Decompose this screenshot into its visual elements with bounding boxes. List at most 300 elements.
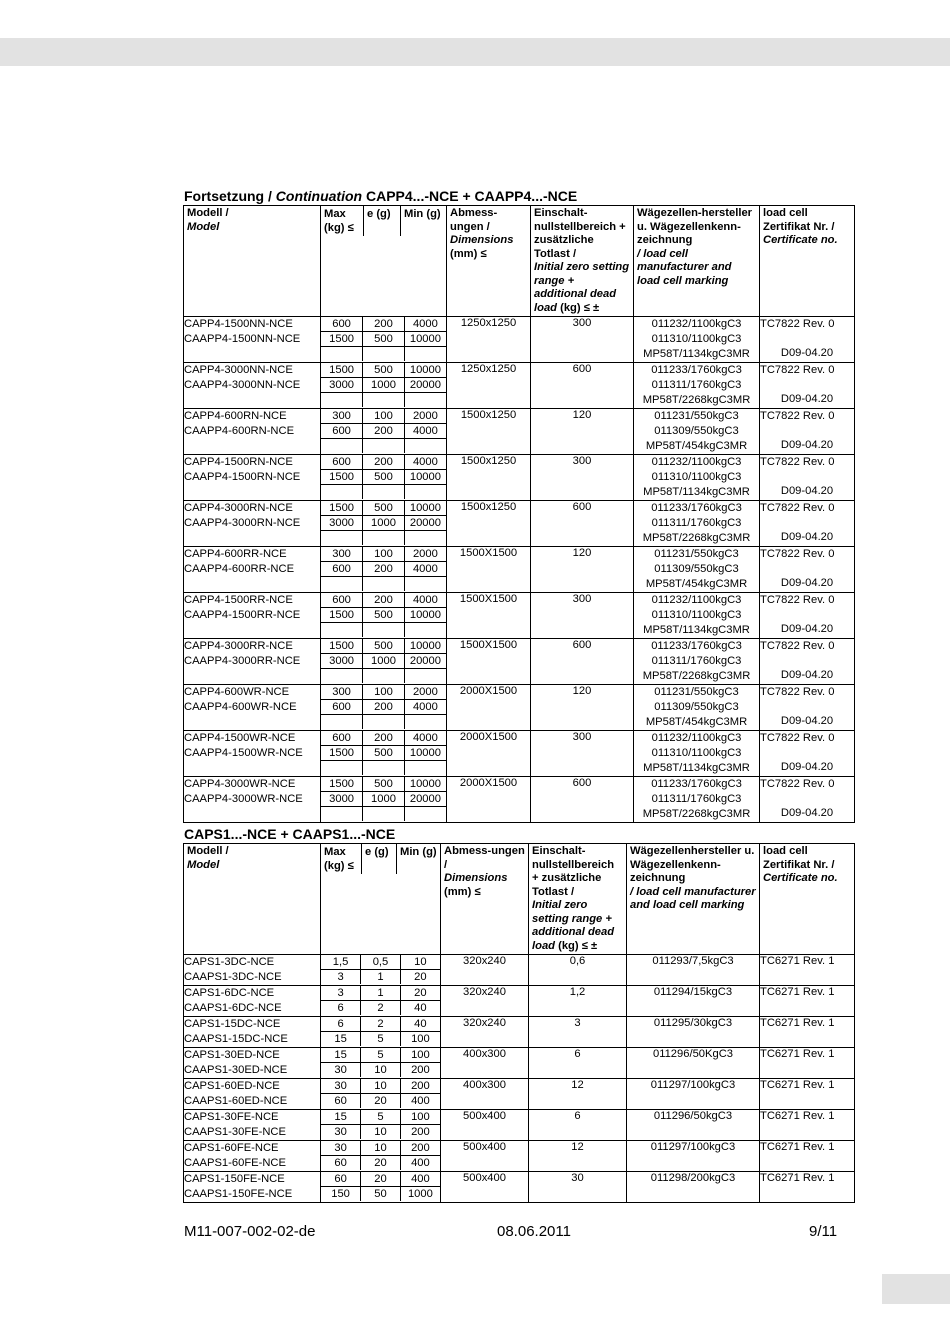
value-max: 600 <box>321 455 363 470</box>
load-cell-marking: 011309/550kgC3 <box>654 425 739 437</box>
value-max: 60 <box>321 1156 361 1171</box>
value-min: 100 <box>400 1048 440 1063</box>
load-cell-cell <box>634 501 760 547</box>
value-e: 20 <box>361 1172 401 1187</box>
value-max: 1500 <box>321 639 363 654</box>
value-e: 1 <box>361 970 401 985</box>
model-name: CAPS1-6DC-NCE <box>184 987 275 999</box>
table-row <box>184 409 855 455</box>
dimensions-cell: 1500X1500 <box>447 639 531 685</box>
value-e: 500 <box>363 363 405 378</box>
quantity-cell <box>321 731 447 777</box>
certificate-cell <box>760 639 855 685</box>
value-min: 10000 <box>404 501 446 516</box>
dimensions-cell: 1250x1250 <box>447 363 531 409</box>
header-min: Min (g) <box>400 846 437 858</box>
model-name-alt: CAAPS1-60ED-NCE <box>184 1095 288 1107</box>
load-cell-marking: 011232/1100kgC3 <box>651 456 742 468</box>
value-min: 4000 <box>404 593 446 608</box>
value-min <box>404 715 446 730</box>
value-min: 40 <box>400 1017 440 1032</box>
model-name: CAPS1-30ED-NCE <box>184 1049 280 1061</box>
load-cell-cell: 011297/100kgC3 <box>627 1141 760 1172</box>
zero-range-cell: 0,6 <box>529 955 627 986</box>
model-name: CAPP4-600RR-NCE <box>184 548 287 560</box>
value-max: 60 <box>321 1172 361 1187</box>
zero-range-cell: 300 <box>531 317 634 363</box>
certificate-number: TC7822 Rev. 0 <box>760 548 835 560</box>
value-min: 20000 <box>404 654 446 669</box>
value-e <box>363 623 405 638</box>
model-cell <box>184 501 321 547</box>
table-row <box>184 1141 855 1172</box>
quantity-cell <box>321 547 447 593</box>
header-e: e (g) <box>364 206 401 236</box>
value-e <box>363 577 405 592</box>
header-model: Modell / Model <box>184 206 321 317</box>
header-zero-range: Einschalt-nullstellbereich + zusätzliche Totlast / Initial zero setting range + additional dead load (kg) ≤ ± <box>531 206 634 317</box>
value-min: 400 <box>411 1157 430 1169</box>
zero-range-cell: 6 <box>529 1110 627 1141</box>
table-row <box>184 731 855 777</box>
model-name: CAPP4-1500WR-NCE <box>184 732 296 744</box>
load-cell-cell <box>634 777 760 823</box>
load-cell-cell <box>634 409 760 455</box>
load-cell-cell <box>634 639 760 685</box>
value-max: 1500 <box>321 608 363 623</box>
value-max: 600 <box>321 593 363 608</box>
model-cell <box>184 1017 321 1048</box>
value-max <box>321 439 363 454</box>
value-e: 2 <box>361 1001 401 1016</box>
value-max <box>321 347 363 362</box>
dimensions-cell: 1500X1500 <box>447 593 531 639</box>
header-load-cell: Wägezellen-hersteller u. Wägezellenkenn-zeichnung / load cell manufacturer and load cell marking <box>634 206 760 317</box>
value-min <box>404 807 446 822</box>
value-min: 20000 <box>404 516 446 531</box>
header-certificate: load cell Zertifikat Nr. / Certificate no. <box>760 844 855 955</box>
quantity-cell <box>321 986 441 1017</box>
value-max <box>321 715 363 730</box>
value-e: 20 <box>361 1094 401 1109</box>
value-e: 1 <box>361 986 401 1001</box>
value-max: 600 <box>321 562 363 577</box>
certificate-cell: TC6271 Rev. 1 <box>760 1017 855 1048</box>
value-e <box>363 485 405 500</box>
value-max: 30 <box>321 1125 361 1140</box>
zero-range-cell: 600 <box>531 501 634 547</box>
dimensions-cell: 2000X1500 <box>447 685 531 731</box>
quantity-cell <box>321 501 447 547</box>
dimensions-cell: 500x400 <box>441 1110 529 1141</box>
load-cell-cell: 011294/15kgC3 <box>627 986 760 1017</box>
table-row <box>184 639 855 685</box>
value-max: 1500 <box>321 363 363 378</box>
value-max: 3 <box>321 986 361 1001</box>
table-row <box>184 986 855 1017</box>
certificate-cell <box>760 731 855 777</box>
model-name-alt: CAAPS1-6DC-NCE <box>184 1002 282 1014</box>
certificate-cell <box>760 685 855 731</box>
header-dimensions: Abmess-ungen / Dimensions (mm) ≤ <box>447 206 531 317</box>
value-e: 5 <box>361 1032 401 1047</box>
model-name: CAPS1-3DC-NCE <box>184 956 275 968</box>
model-name-alt: CAAPS1-60FE-NCE <box>184 1157 286 1169</box>
zero-range-cell: 600 <box>531 639 634 685</box>
value-max: 1500 <box>321 501 363 516</box>
value-min: 200 <box>400 1141 440 1156</box>
value-min <box>404 531 446 546</box>
model-name: CAPP4-600RN-NCE <box>184 410 287 422</box>
dimensions-cell: 1500x1250 <box>447 409 531 455</box>
dimensions-cell: 500x400 <box>441 1172 529 1203</box>
section1-title: Fortsetzung / Continuation CAPP4...-NCE + CAAPP4...-NCE <box>184 188 578 204</box>
value-max: 300 <box>321 409 363 424</box>
certificate-cell <box>760 547 855 593</box>
model-cell <box>184 1110 321 1141</box>
value-e: 200 <box>363 700 405 715</box>
value-max: 1500 <box>321 332 363 347</box>
model-name-alt: CAAPS1-30FE-NCE <box>184 1126 286 1138</box>
load-cell-cell <box>634 317 760 363</box>
zero-range-cell: 30 <box>529 1172 627 1203</box>
table-row <box>184 1017 855 1048</box>
model-name: CAPS1-15DC-NCE <box>184 1018 281 1030</box>
header-load-cell: Wägezellenhersteller u. Wägezellenkenn-zeichnung / load cell manufacturer and load cell marking <box>627 844 760 955</box>
value-e: 20 <box>361 1156 401 1171</box>
zero-range-cell: 1,2 <box>529 986 627 1017</box>
quantity-cell <box>321 455 447 501</box>
section2-title: CAPS1...-NCE + CAAPS1...-NCE <box>184 826 396 842</box>
load-cell-marking: MP58T/1134kgC3MR <box>643 486 750 498</box>
model-cell <box>184 547 321 593</box>
model-name-alt: CAAPS1-3DC-NCE <box>184 971 282 983</box>
load-cell-cell: 011296/50KgC3 <box>627 1048 760 1079</box>
certificate-revision: D09-04.20 <box>780 393 834 405</box>
load-cell-marking: 011310/1100kgC3 <box>651 333 742 345</box>
value-min: 4000 <box>404 317 446 332</box>
zero-range-cell: 300 <box>531 455 634 501</box>
model-name: CAPS1-150FE-NCE <box>184 1173 285 1185</box>
document-date: 08.06.2011 <box>497 1223 571 1240</box>
value-min: 10000 <box>404 470 446 485</box>
zero-range-cell: 6 <box>529 1048 627 1079</box>
quantity-cell <box>321 593 447 639</box>
load-cell-marking: MP58T/2268kgC3MR <box>642 532 751 544</box>
load-cell-marking: 011233/1760kgC3 <box>651 364 742 376</box>
value-min: 10000 <box>404 777 446 792</box>
header-e: e (g) <box>362 844 397 874</box>
value-e: 50 <box>361 1187 401 1202</box>
certificate-number: TC7822 Rev. 0 <box>760 594 835 606</box>
load-cell-marking: 011311/1760kgC3 <box>651 793 742 805</box>
dimensions-cell: 500x400 <box>441 1141 529 1172</box>
table-row <box>184 363 855 409</box>
header-bar <box>0 38 950 66</box>
model-cell <box>184 363 321 409</box>
zero-range-cell: 12 <box>529 1079 627 1110</box>
value-e: 10 <box>361 1079 401 1094</box>
quantity-cell <box>321 685 447 731</box>
zero-range-cell: 120 <box>531 685 634 731</box>
load-cell-marking: MP58T/454kgC3MR <box>645 716 748 728</box>
dimensions-cell: 2000X1500 <box>447 777 531 823</box>
value-e <box>363 669 405 684</box>
certificate-revision: D09-04.20 <box>780 807 834 819</box>
certificate-revision: D09-04.20 <box>780 531 834 543</box>
dimensions-cell: 1500x1250 <box>447 455 531 501</box>
model-name-alt: CAAPP4-1500WR-NCE <box>184 747 303 759</box>
value-min: 4000 <box>404 455 446 470</box>
quantity-cell <box>321 777 447 823</box>
header-max: Max (kg) ≤ <box>321 206 364 236</box>
model-name: CAPP4-600WR-NCE <box>184 686 290 698</box>
value-e: 1000 <box>363 654 405 669</box>
value-min: 4000 <box>404 562 446 577</box>
dimensions-cell: 1250x1250 <box>447 317 531 363</box>
table-row <box>184 1079 855 1110</box>
value-e <box>363 439 405 454</box>
value-e: 200 <box>363 424 405 439</box>
value-e: 500 <box>363 639 405 654</box>
zero-range-cell: 600 <box>531 777 634 823</box>
value-min: 2000 <box>404 409 446 424</box>
value-max: 600 <box>321 317 363 332</box>
value-e: 1000 <box>363 516 405 531</box>
load-cell-marking: 011232/1100kgC3 <box>651 318 742 330</box>
value-min <box>404 439 446 454</box>
value-e: 10 <box>361 1141 401 1156</box>
value-min: 10000 <box>404 363 446 378</box>
model-name: CAPS1-60FE-NCE <box>184 1142 279 1154</box>
value-e <box>363 347 405 362</box>
model-name-alt: CAAPS1-30ED-NCE <box>184 1064 288 1076</box>
load-cell-marking: 011311/1760kgC3 <box>651 517 742 529</box>
value-max: 1,5 <box>321 955 361 970</box>
value-min: 2000 <box>404 547 446 562</box>
value-e: 5 <box>361 1048 401 1063</box>
value-min: 10000 <box>404 608 446 623</box>
table-row <box>184 685 855 731</box>
value-min: 4000 <box>404 424 446 439</box>
model-name-alt: CAAPP4-600RN-NCE <box>184 425 295 437</box>
document-id: M11-007-002-02-de <box>184 1223 316 1240</box>
certificate-cell <box>760 777 855 823</box>
load-cell-marking: 011310/1100kgC3 <box>651 471 742 483</box>
value-max <box>321 485 363 500</box>
value-max: 600 <box>321 424 363 439</box>
quantity-cell <box>321 317 447 363</box>
model-cell <box>184 317 321 363</box>
value-e <box>363 807 405 822</box>
value-min: 10000 <box>404 746 446 761</box>
model-cell <box>184 685 321 731</box>
value-max: 600 <box>321 700 363 715</box>
certificate-number: TC7822 Rev. 0 <box>760 456 835 468</box>
value-e: 1000 <box>363 378 405 393</box>
load-cell-marking: 011233/1760kgC3 <box>651 778 742 790</box>
value-max: 60 <box>321 1094 361 1109</box>
value-e: 200 <box>363 562 405 577</box>
certificate-revision: D09-04.20 <box>780 439 834 451</box>
zero-range-cell: 600 <box>531 363 634 409</box>
value-max: 30 <box>321 1079 361 1094</box>
quantity-cell <box>321 1110 441 1141</box>
load-cell-marking: MP58T/454kgC3MR <box>645 578 748 590</box>
quantity-cell <box>321 1141 441 1172</box>
value-e: 200 <box>363 731 405 746</box>
value-min: 400 <box>400 1172 440 1187</box>
zero-range-cell: 300 <box>531 731 634 777</box>
model-name: CAPP4-1500RN-NCE <box>184 456 293 468</box>
quantity-cell <box>321 639 447 685</box>
certificate-number: TC7822 Rev. 0 <box>760 318 835 330</box>
value-e: 10 <box>361 1063 401 1078</box>
value-max <box>321 577 363 592</box>
certificate-cell <box>760 317 855 363</box>
model-name: CAPP4-3000RN-NCE <box>184 502 293 514</box>
dimensions-cell: 400x300 <box>441 1079 529 1110</box>
value-e: 500 <box>363 501 405 516</box>
load-cell-marking: 011309/550kgC3 <box>654 701 739 713</box>
table-row <box>184 455 855 501</box>
quantity-cell <box>321 1048 441 1079</box>
value-max: 150 <box>321 1187 361 1202</box>
quantity-cell <box>321 363 447 409</box>
value-min: 2000 <box>404 685 446 700</box>
certificate-cell <box>760 501 855 547</box>
model-cell <box>184 639 321 685</box>
value-min: 40 <box>414 1002 427 1014</box>
value-max <box>321 807 363 822</box>
model-cell <box>184 1079 321 1110</box>
table-row <box>184 317 855 363</box>
page-number: 9/11 <box>809 1223 838 1240</box>
value-min: 20000 <box>404 792 446 807</box>
certificate-cell <box>760 363 855 409</box>
value-e <box>363 761 405 776</box>
load-cell-marking: 011232/1100kgC3 <box>651 594 742 606</box>
dimensions-cell: 1500x1250 <box>447 501 531 547</box>
model-name-alt: CAAPP4-3000RN-NCE <box>184 517 301 529</box>
load-cell-cell <box>634 455 760 501</box>
certificate-cell: TC6271 Rev. 1 <box>760 1141 855 1172</box>
value-e: 10 <box>361 1125 401 1140</box>
value-max: 300 <box>321 547 363 562</box>
load-cell-cell <box>634 731 760 777</box>
load-cell-cell: 011298/200kgC3 <box>627 1172 760 1203</box>
dimensions-cell: 2000X1500 <box>447 731 531 777</box>
value-min: 200 <box>400 1079 440 1094</box>
certificate-cell: TC6271 Rev. 1 <box>760 1172 855 1203</box>
value-max: 3000 <box>321 654 363 669</box>
value-min <box>404 761 446 776</box>
header-certificate: load cell Zertifikat Nr. / Certificate no. <box>760 206 855 317</box>
load-cell-marking: 011231/550kgC3 <box>654 548 739 560</box>
load-cell-marking: 011311/1760kgC3 <box>651 655 742 667</box>
value-e <box>363 715 405 730</box>
certificate-revision: D09-04.20 <box>780 485 834 497</box>
header-max: Max (kg) ≤ <box>321 844 362 874</box>
value-max: 300 <box>321 685 363 700</box>
model-cell <box>184 986 321 1017</box>
table-header <box>184 844 855 955</box>
value-e: 100 <box>363 547 405 562</box>
load-cell-cell: 011296/50kgC3 <box>627 1110 760 1141</box>
value-e: 500 <box>363 332 405 347</box>
certificate-number: TC7822 Rev. 0 <box>760 640 835 652</box>
certificate-revision: D09-04.20 <box>780 577 834 589</box>
load-cell-cell <box>634 547 760 593</box>
model-cell <box>184 593 321 639</box>
value-min: 4000 <box>404 700 446 715</box>
value-e: 500 <box>363 746 405 761</box>
zero-range-cell: 120 <box>531 409 634 455</box>
page-tab <box>882 1274 950 1304</box>
value-e: 1000 <box>363 792 405 807</box>
model-name-alt: CAAPP4-3000NN-NCE <box>184 379 301 391</box>
certificate-cell: TC6271 Rev. 1 <box>760 1048 855 1079</box>
model-cell <box>184 1141 321 1172</box>
value-max: 30 <box>321 1063 361 1078</box>
value-min: 10000 <box>404 332 446 347</box>
header-quantities <box>321 206 447 317</box>
value-min: 4000 <box>404 731 446 746</box>
table-row <box>184 955 855 986</box>
load-cell-cell <box>634 363 760 409</box>
header-dimensions: Abmess-ungen / Dimensions (mm) ≤ <box>441 844 529 955</box>
table-row <box>184 1048 855 1079</box>
value-min: 20000 <box>404 378 446 393</box>
model-name: CAPP4-3000RR-NCE <box>184 640 293 652</box>
value-e: 100 <box>363 409 405 424</box>
model-name-alt: CAAPP4-1500NN-NCE <box>184 333 301 345</box>
header-zero-range: Einschalt-nullstellbereich + zusätzliche Totlast / Initial zero setting range + additional dead load (kg) ≤ ± <box>529 844 627 955</box>
table-row <box>184 1110 855 1141</box>
load-cell-marking: 011309/550kgC3 <box>654 563 739 575</box>
load-cell-marking: 011231/550kgC3 <box>654 410 739 422</box>
certificate-cell: TC6271 Rev. 1 <box>760 986 855 1017</box>
dimensions-cell: 320x240 <box>441 955 529 986</box>
load-cell-cell: 011297/100kgC3 <box>627 1079 760 1110</box>
quantity-cell <box>321 409 447 455</box>
certificate-revision: D09-04.20 <box>780 761 834 773</box>
value-max <box>321 761 363 776</box>
value-max: 15 <box>321 1110 361 1125</box>
model-name-alt: CAAPP4-600RR-NCE <box>184 563 295 575</box>
model-name: CAPP4-1500NN-NCE <box>184 318 293 330</box>
load-cell-marking: 011232/1100kgC3 <box>651 732 742 744</box>
value-max <box>321 531 363 546</box>
load-cell-marking: 011310/1100kgC3 <box>651 747 742 759</box>
model-name: CAPP4-3000NN-NCE <box>184 364 293 376</box>
certificate-number: TC7822 Rev. 0 <box>760 364 835 376</box>
value-min: 100 <box>400 1110 440 1125</box>
value-min <box>404 347 446 362</box>
value-e: 2 <box>361 1017 401 1032</box>
certificate-revision: D09-04.20 <box>780 669 834 681</box>
zero-range-cell: 300 <box>531 593 634 639</box>
model-cell <box>184 731 321 777</box>
value-max: 3000 <box>321 792 363 807</box>
value-max: 6 <box>321 1001 361 1016</box>
quantity-cell <box>321 1079 441 1110</box>
model-cell <box>184 955 321 986</box>
model-name-alt: CAAPP4-600WR-NCE <box>184 701 297 713</box>
value-max <box>321 669 363 684</box>
model-name-alt: CAAPP4-1500RN-NCE <box>184 471 301 483</box>
value-min: 10000 <box>404 639 446 654</box>
